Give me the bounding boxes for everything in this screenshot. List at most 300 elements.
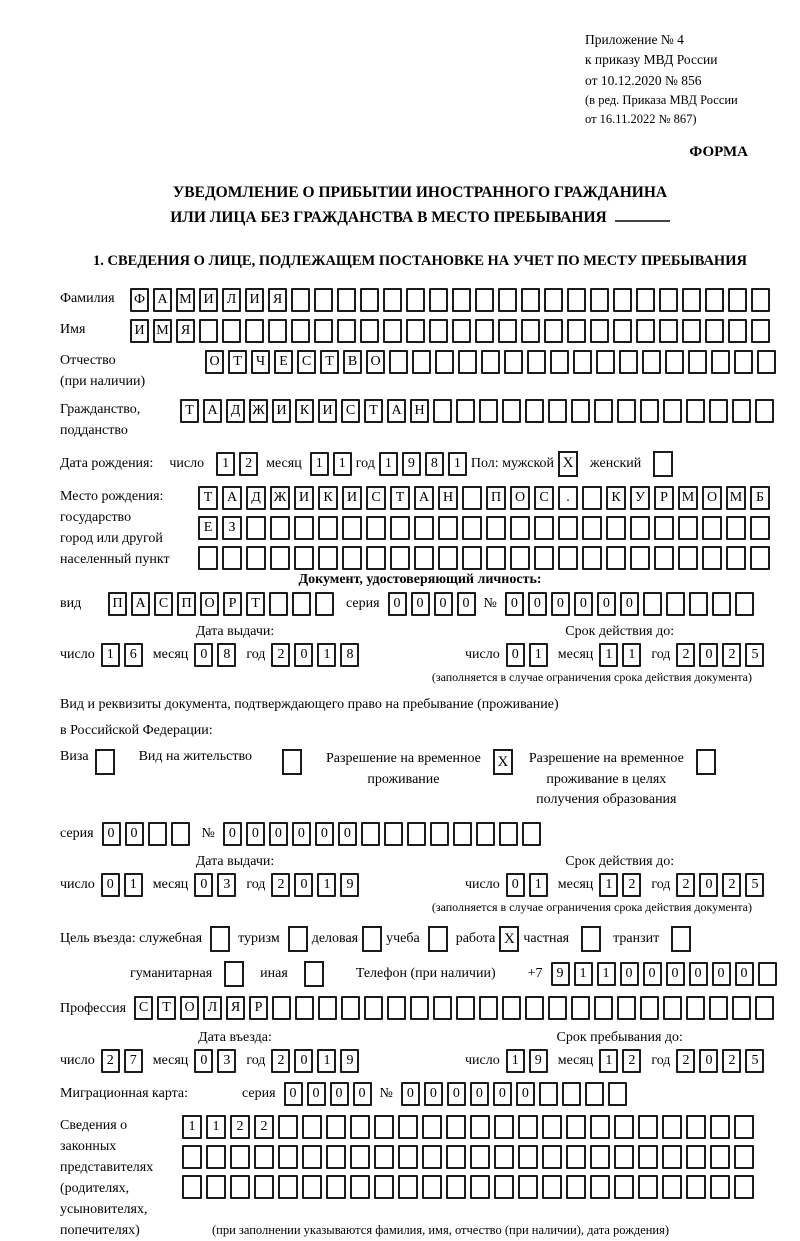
char-cell[interactable]: 9 (340, 873, 359, 897)
char-cell[interactable]: О (180, 996, 199, 1020)
entry-month-cells[interactable] (194, 1049, 236, 1073)
char-cell[interactable]: Р (223, 592, 242, 616)
char-cell[interactable] (486, 516, 506, 540)
char-cell[interactable]: Ж (249, 399, 268, 423)
char-cell[interactable]: 0 (516, 1082, 535, 1106)
permit-expiry-year-cells[interactable] (676, 873, 764, 897)
char-cell[interactable] (481, 350, 500, 374)
birthplace-row1-cells[interactable] (198, 486, 770, 510)
char-cell[interactable] (571, 399, 590, 423)
char-cell[interactable] (435, 350, 454, 374)
char-cell[interactable] (270, 516, 290, 540)
mk-number-cells[interactable] (401, 1082, 627, 1106)
purpose-study-checkbox[interactable] (428, 926, 448, 952)
expiry-day-cells[interactable] (506, 643, 548, 667)
char-cell[interactable] (510, 516, 530, 540)
char-cell[interactable] (613, 319, 632, 343)
char-cell[interactable] (246, 546, 266, 570)
entry-day-cells[interactable] (101, 1049, 143, 1073)
char-cell[interactable] (314, 319, 333, 343)
char-cell[interactable]: 1 (317, 643, 336, 667)
name-cells[interactable] (130, 319, 770, 343)
char-cell[interactable] (594, 399, 613, 423)
char-cell[interactable]: Н (438, 486, 458, 510)
char-cell[interactable] (222, 546, 242, 570)
char-cell[interactable]: 0 (102, 822, 121, 846)
char-cell[interactable] (502, 996, 521, 1020)
char-cell[interactable] (636, 319, 655, 343)
char-cell[interactable]: К (318, 486, 338, 510)
char-cell[interactable]: 0 (330, 1082, 349, 1106)
char-cell[interactable] (643, 592, 662, 616)
purpose-humanitarian-checkbox[interactable] (224, 961, 244, 987)
char-cell[interactable]: 0 (411, 592, 430, 616)
char-cell[interactable]: И (318, 399, 337, 423)
char-cell[interactable] (438, 516, 458, 540)
char-cell[interactable] (272, 996, 291, 1020)
char-cell[interactable] (430, 822, 449, 846)
char-cell[interactable] (665, 350, 684, 374)
char-cell[interactable] (374, 1175, 394, 1199)
char-cell[interactable]: Д (246, 486, 266, 510)
char-cell[interactable] (414, 516, 434, 540)
char-cell[interactable] (406, 319, 425, 343)
representatives-row2-cells[interactable] (182, 1145, 754, 1169)
char-cell[interactable] (619, 350, 638, 374)
surname-cells[interactable] (130, 288, 770, 312)
char-cell[interactable] (374, 1145, 394, 1169)
char-cell[interactable]: П (108, 592, 127, 616)
char-cell[interactable] (726, 546, 746, 570)
char-cell[interactable]: 0 (284, 1082, 303, 1106)
char-cell[interactable]: Т (246, 592, 265, 616)
char-cell[interactable] (734, 1115, 754, 1139)
char-cell[interactable] (318, 996, 337, 1020)
stay-month-cells[interactable] (599, 1049, 641, 1073)
char-cell[interactable]: 1 (206, 1115, 226, 1139)
char-cell[interactable] (590, 319, 609, 343)
char-cell[interactable]: 2 (722, 1049, 741, 1073)
permit-series-cells[interactable] (102, 822, 190, 846)
char-cell[interactable] (582, 546, 602, 570)
char-cell[interactable]: 0 (194, 643, 213, 667)
char-cell[interactable] (294, 546, 314, 570)
char-cell[interactable] (302, 1115, 322, 1139)
char-cell[interactable]: . (558, 486, 578, 510)
char-cell[interactable]: 1 (317, 1049, 336, 1073)
char-cell[interactable] (654, 516, 674, 540)
char-cell[interactable] (374, 1115, 394, 1139)
char-cell[interactable]: К (295, 399, 314, 423)
char-cell[interactable] (476, 822, 495, 846)
char-cell[interactable] (462, 516, 482, 540)
char-cell[interactable]: 0 (699, 643, 718, 667)
char-cell[interactable] (542, 1175, 562, 1199)
char-cell[interactable] (544, 319, 563, 343)
char-cell[interactable] (663, 996, 682, 1020)
char-cell[interactable] (585, 1082, 604, 1106)
char-cell[interactable] (613, 288, 632, 312)
char-cell[interactable] (666, 592, 685, 616)
char-cell[interactable]: И (294, 486, 314, 510)
char-cell[interactable]: А (414, 486, 434, 510)
sex-female-checkbox[interactable] (653, 451, 673, 477)
char-cell[interactable] (390, 516, 410, 540)
char-cell[interactable] (366, 516, 386, 540)
char-cell[interactable]: И (342, 486, 362, 510)
char-cell[interactable] (499, 822, 518, 846)
char-cell[interactable] (475, 288, 494, 312)
char-cell[interactable] (398, 1145, 418, 1169)
char-cell[interactable] (446, 1175, 466, 1199)
char-cell[interactable]: Т (320, 350, 339, 374)
char-cell[interactable] (294, 516, 314, 540)
char-cell[interactable] (525, 399, 544, 423)
purpose-other-checkbox[interactable] (304, 961, 324, 987)
char-cell[interactable] (510, 546, 530, 570)
char-cell[interactable]: 6 (124, 643, 143, 667)
char-cell[interactable] (521, 319, 540, 343)
char-cell[interactable] (678, 516, 698, 540)
char-cell[interactable]: 7 (124, 1049, 143, 1073)
char-cell[interactable] (462, 546, 482, 570)
char-cell[interactable] (518, 1145, 538, 1169)
expiry-year-cells[interactable] (676, 643, 764, 667)
char-cell[interactable] (452, 319, 471, 343)
char-cell[interactable]: З (222, 516, 242, 540)
char-cell[interactable]: С (154, 592, 173, 616)
char-cell[interactable]: О (205, 350, 224, 374)
char-cell[interactable] (571, 996, 590, 1020)
char-cell[interactable] (429, 319, 448, 343)
sex-male-checkbox[interactable]: X (558, 451, 578, 477)
char-cell[interactable] (268, 319, 287, 343)
char-cell[interactable]: 0 (307, 1082, 326, 1106)
char-cell[interactable]: Р (249, 996, 268, 1020)
char-cell[interactable]: 3 (217, 873, 236, 897)
birthplace-row2-cells[interactable] (198, 516, 770, 540)
char-cell[interactable]: А (153, 288, 172, 312)
char-cell[interactable] (182, 1145, 202, 1169)
char-cell[interactable] (337, 319, 356, 343)
char-cell[interactable] (663, 399, 682, 423)
char-cell[interactable] (728, 288, 747, 312)
char-cell[interactable] (414, 546, 434, 570)
char-cell[interactable] (254, 1175, 274, 1199)
char-cell[interactable] (390, 546, 410, 570)
char-cell[interactable] (728, 319, 747, 343)
char-cell[interactable]: 9 (551, 962, 570, 986)
char-cell[interactable] (245, 319, 264, 343)
char-cell[interactable] (360, 288, 379, 312)
char-cell[interactable]: 0 (689, 962, 708, 986)
char-cell[interactable] (550, 350, 569, 374)
char-cell[interactable]: 5 (745, 873, 764, 897)
char-cell[interactable] (479, 996, 498, 1020)
char-cell[interactable]: 1 (622, 643, 641, 667)
char-cell[interactable]: 0 (493, 1082, 512, 1106)
char-cell[interactable] (360, 319, 379, 343)
char-cell[interactable]: Ч (251, 350, 270, 374)
char-cell[interactable] (350, 1175, 370, 1199)
char-cell[interactable]: У (630, 486, 650, 510)
char-cell[interactable]: 2 (254, 1115, 274, 1139)
char-cell[interactable] (558, 546, 578, 570)
stay-year-cells[interactable] (676, 1049, 764, 1073)
char-cell[interactable] (638, 1175, 658, 1199)
char-cell[interactable] (387, 996, 406, 1020)
char-cell[interactable]: 0 (125, 822, 144, 846)
char-cell[interactable]: 1 (599, 1049, 618, 1073)
edu-permit-checkbox[interactable] (696, 749, 716, 775)
char-cell[interactable] (758, 962, 777, 986)
char-cell[interactable]: 0 (643, 962, 662, 986)
char-cell[interactable] (710, 1145, 730, 1169)
char-cell[interactable]: Л (222, 288, 241, 312)
char-cell[interactable]: 2 (239, 452, 258, 476)
issue-day-cells[interactable] (101, 643, 143, 667)
char-cell[interactable] (662, 1115, 682, 1139)
char-cell[interactable]: 1 (529, 873, 548, 897)
char-cell[interactable] (678, 546, 698, 570)
char-cell[interactable]: С (134, 996, 153, 1020)
char-cell[interactable]: 0 (620, 592, 639, 616)
char-cell[interactable] (542, 1115, 562, 1139)
char-cell[interactable] (429, 288, 448, 312)
permit-expiry-month-cells[interactable] (599, 873, 641, 897)
char-cell[interactable] (617, 399, 636, 423)
stay-day-cells[interactable] (506, 1049, 548, 1073)
char-cell[interactable] (366, 546, 386, 570)
char-cell[interactable]: Д (226, 399, 245, 423)
char-cell[interactable]: 0 (457, 592, 476, 616)
char-cell[interactable] (726, 516, 746, 540)
char-cell[interactable]: М (176, 288, 195, 312)
permit-issue-month-cells[interactable] (194, 873, 236, 897)
char-cell[interactable] (614, 1175, 634, 1199)
char-cell[interactable]: Я (176, 319, 195, 343)
char-cell[interactable] (590, 288, 609, 312)
char-cell[interactable] (617, 996, 636, 1020)
char-cell[interactable]: 8 (217, 643, 236, 667)
char-cell[interactable]: 0 (338, 822, 357, 846)
char-cell[interactable] (702, 546, 722, 570)
char-cell[interactable] (291, 288, 310, 312)
char-cell[interactable] (544, 288, 563, 312)
char-cell[interactable] (686, 399, 705, 423)
char-cell[interactable] (383, 319, 402, 343)
char-cell[interactable]: 0 (528, 592, 547, 616)
char-cell[interactable] (278, 1115, 298, 1139)
doc-series-cells[interactable] (388, 592, 476, 616)
char-cell[interactable]: Т (390, 486, 410, 510)
char-cell[interactable] (755, 399, 774, 423)
char-cell[interactable] (566, 1145, 586, 1169)
char-cell[interactable] (412, 350, 431, 374)
char-cell[interactable] (148, 822, 167, 846)
char-cell[interactable]: 1 (310, 452, 329, 476)
char-cell[interactable] (640, 399, 659, 423)
char-cell[interactable]: 0 (699, 1049, 718, 1073)
char-cell[interactable]: 0 (246, 822, 265, 846)
char-cell[interactable] (573, 350, 592, 374)
char-cell[interactable] (636, 288, 655, 312)
char-cell[interactable] (567, 288, 586, 312)
char-cell[interactable] (422, 1175, 442, 1199)
char-cell[interactable] (689, 592, 708, 616)
char-cell[interactable] (614, 1145, 634, 1169)
char-cell[interactable]: Т (364, 399, 383, 423)
char-cell[interactable]: 0 (712, 962, 731, 986)
char-cell[interactable] (342, 546, 362, 570)
char-cell[interactable]: 0 (551, 592, 570, 616)
char-cell[interactable]: Л (203, 996, 222, 1020)
char-cell[interactable] (751, 319, 770, 343)
char-cell[interactable] (486, 546, 506, 570)
profession-cells[interactable] (134, 996, 774, 1020)
char-cell[interactable] (594, 996, 613, 1020)
char-cell[interactable] (735, 592, 754, 616)
char-cell[interactable]: 1 (599, 873, 618, 897)
char-cell[interactable] (582, 516, 602, 540)
char-cell[interactable]: 5 (745, 1049, 764, 1073)
char-cell[interactable]: Т (180, 399, 199, 423)
char-cell[interactable]: М (678, 486, 698, 510)
visa-checkbox[interactable] (95, 749, 115, 775)
char-cell[interactable]: И (130, 319, 149, 343)
char-cell[interactable]: О (200, 592, 219, 616)
doc-kind-cells[interactable] (108, 592, 334, 616)
char-cell[interactable]: Е (274, 350, 293, 374)
char-cell[interactable] (662, 1145, 682, 1169)
char-cell[interactable]: 2 (722, 873, 741, 897)
char-cell[interactable]: 0 (597, 592, 616, 616)
char-cell[interactable]: 1 (182, 1115, 202, 1139)
char-cell[interactable]: Я (226, 996, 245, 1020)
char-cell[interactable] (548, 996, 567, 1020)
char-cell[interactable]: Ж (270, 486, 290, 510)
char-cell[interactable] (326, 1145, 346, 1169)
char-cell[interactable] (230, 1145, 250, 1169)
char-cell[interactable] (755, 996, 774, 1020)
char-cell[interactable]: Н (410, 399, 429, 423)
char-cell[interactable]: Е (198, 516, 218, 540)
char-cell[interactable]: 1 (599, 643, 618, 667)
char-cell[interactable] (734, 1175, 754, 1199)
char-cell[interactable]: Я (268, 288, 287, 312)
char-cell[interactable] (278, 1145, 298, 1169)
char-cell[interactable]: 0 (424, 1082, 443, 1106)
char-cell[interactable]: П (486, 486, 506, 510)
char-cell[interactable] (364, 996, 383, 1020)
char-cell[interactable] (502, 399, 521, 423)
char-cell[interactable] (337, 288, 356, 312)
char-cell[interactable] (534, 546, 554, 570)
char-cell[interactable] (446, 1115, 466, 1139)
char-cell[interactable]: 2 (722, 643, 741, 667)
char-cell[interactable] (326, 1115, 346, 1139)
char-cell[interactable]: О (510, 486, 530, 510)
char-cell[interactable]: И (199, 288, 218, 312)
char-cell[interactable]: М (726, 486, 746, 510)
birthdate-day-cells[interactable] (216, 452, 258, 476)
char-cell[interactable] (534, 516, 554, 540)
char-cell[interactable]: С (534, 486, 554, 510)
char-cell[interactable]: 0 (353, 1082, 372, 1106)
char-cell[interactable]: 0 (620, 962, 639, 986)
char-cell[interactable] (558, 516, 578, 540)
char-cell[interactable] (246, 516, 266, 540)
char-cell[interactable]: 0 (735, 962, 754, 986)
char-cell[interactable] (350, 1145, 370, 1169)
char-cell[interactable] (638, 1145, 658, 1169)
purpose-work-checkbox[interactable]: X (499, 926, 519, 952)
char-cell[interactable]: И (245, 288, 264, 312)
char-cell[interactable] (750, 516, 770, 540)
char-cell[interactable] (654, 546, 674, 570)
char-cell[interactable]: 1 (506, 1049, 525, 1073)
char-cell[interactable] (198, 546, 218, 570)
char-cell[interactable]: Ф (130, 288, 149, 312)
char-cell[interactable] (458, 350, 477, 374)
char-cell[interactable] (341, 996, 360, 1020)
char-cell[interactable] (470, 1175, 490, 1199)
char-cell[interactable]: 0 (505, 592, 524, 616)
citizenship-cells[interactable] (180, 399, 774, 423)
char-cell[interactable] (638, 1115, 658, 1139)
permit-issue-day-cells[interactable] (101, 873, 143, 897)
char-cell[interactable]: С (366, 486, 386, 510)
char-cell[interactable] (659, 319, 678, 343)
char-cell[interactable]: 0 (666, 962, 685, 986)
char-cell[interactable] (199, 319, 218, 343)
char-cell[interactable] (640, 996, 659, 1020)
char-cell[interactable] (462, 486, 482, 510)
char-cell[interactable] (705, 288, 724, 312)
char-cell[interactable] (318, 516, 338, 540)
char-cell[interactable] (542, 1145, 562, 1169)
char-cell[interactable]: 0 (294, 873, 313, 897)
birthplace-row3-cells[interactable] (198, 546, 770, 570)
char-cell[interactable]: 1 (574, 962, 593, 986)
char-cell[interactable] (518, 1115, 538, 1139)
char-cell[interactable] (470, 1115, 490, 1139)
entry-year-cells[interactable] (271, 1049, 359, 1073)
char-cell[interactable]: 0 (470, 1082, 489, 1106)
char-cell[interactable] (710, 1115, 730, 1139)
char-cell[interactable]: О (366, 350, 385, 374)
char-cell[interactable] (470, 1145, 490, 1169)
char-cell[interactable] (410, 996, 429, 1020)
issue-year-cells[interactable] (271, 643, 359, 667)
char-cell[interactable] (182, 1175, 202, 1199)
char-cell[interactable]: 0 (574, 592, 593, 616)
patronymic-cells[interactable] (205, 350, 776, 374)
char-cell[interactable] (709, 399, 728, 423)
char-cell[interactable] (291, 319, 310, 343)
char-cell[interactable]: С (341, 399, 360, 423)
char-cell[interactable] (711, 350, 730, 374)
char-cell[interactable] (383, 288, 402, 312)
purpose-transit-checkbox[interactable] (671, 926, 691, 952)
char-cell[interactable] (504, 350, 523, 374)
char-cell[interactable] (433, 996, 452, 1020)
char-cell[interactable]: 0 (269, 822, 288, 846)
char-cell[interactable] (734, 1145, 754, 1169)
char-cell[interactable]: 2 (271, 1049, 290, 1073)
char-cell[interactable]: Т (157, 996, 176, 1020)
char-cell[interactable] (686, 1115, 706, 1139)
